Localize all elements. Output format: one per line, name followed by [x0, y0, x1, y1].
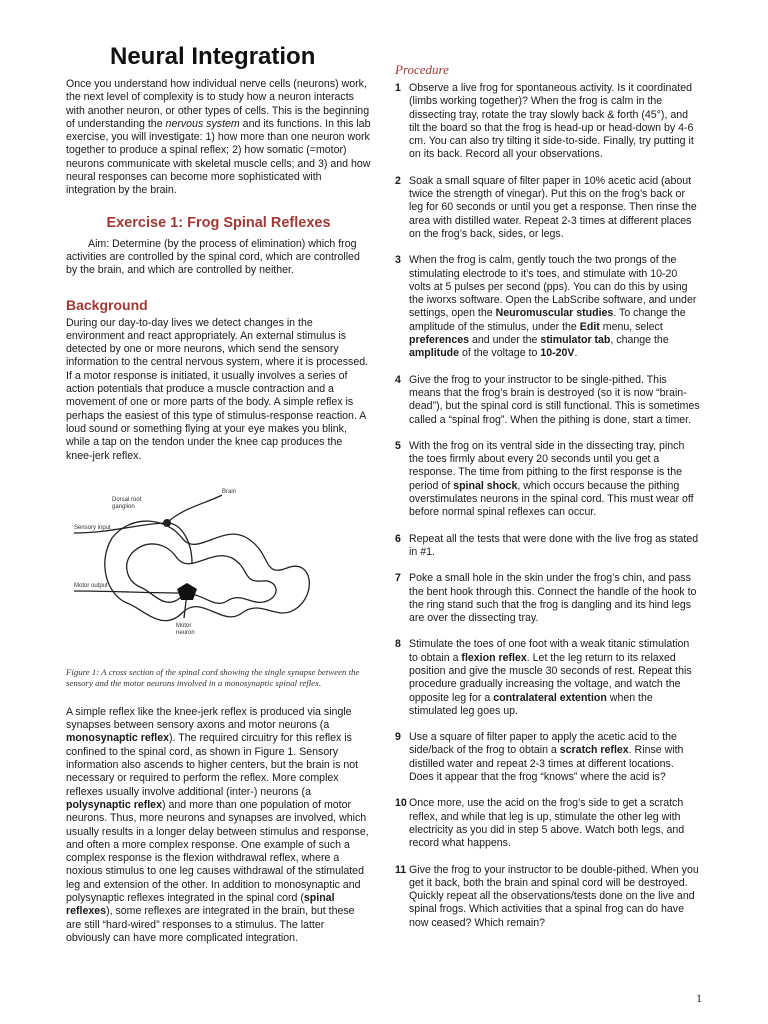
step-bold: amplitude	[409, 347, 460, 360]
background-paragraph: During our day-to-day lives we detect changes in the environment and react appropriately. An external stimulus is detected by one or more neurons, which send the sensory information to the central nervous system, where it is processed. If a motor response is initiated, it usually involves a series of action potentials that produce a muscle contraction and a movement of one or more parts of the body. A simple reflex is perhaps the easiest of this type of stimulus-response reaction. A loud sound or something flying at your eye makes you blink, while a tap on the tendon under the knee cap produces the knee-jerk reflex.	[66, 316, 369, 462]
step-number: 9	[395, 731, 401, 744]
motor-fiber	[74, 591, 187, 593]
step-text: , change the	[610, 334, 669, 347]
step-3	[395, 254, 701, 360]
step-text: Poke a small hole in the skin under the frog’s chin, and pass the bent hook through this. Connect the handle of the hook to the ring stand such that the frog is dangling and its hind legs are over the dissecting tray.	[409, 572, 697, 625]
step-bold: Neuromuscular studies	[495, 307, 614, 320]
step-4	[395, 374, 701, 427]
simple-reflex-text-c: ). The required circuitry for this reflex is confined to the spinal cord, as shown in Figure 1. Sensory information also ascends to higher centers, but the brain is not necessary or required to perform the reflex. More complex reflexes usually involve additional (inter-) neurons (a	[66, 732, 359, 798]
spinal-cord-figure	[72, 483, 322, 653]
step-bold: scratch reflex	[559, 744, 629, 757]
left-column	[66, 42, 371, 945]
simple-reflex-text-e: ) and more than one population of motor neurons. Thus, more neurons and synapses are involved, which usually results in a longer delay between stimulus and response, and often a more complex response. One example of such a complex response is the flexion withdrawal reflex, where a noxious stimulus to one leg causes withdrawal of the stimulated leg and extension of the other. In addition to monosynaptic and polysynaptic reflexes integrated in the spinal cord (	[66, 798, 369, 904]
step-number: 2	[395, 174, 401, 187]
step-9	[395, 731, 701, 784]
step-text: . Let the leg return to its relaxed position and give the muscle 30 seconds of rest. Repeat this procedure gradually increasing the voltage, and watch the opposite leg for a	[409, 651, 692, 704]
step-number: 3	[395, 254, 401, 267]
step-bold: Edit	[579, 320, 600, 333]
figure-caption: Figure 1: A cross section of the spinal cord showing the single synapse between the sensory and the motor neurons involved in a monosynaptic spinal reflex.	[66, 666, 360, 689]
step-bold: preferences	[409, 334, 470, 347]
step-text: Repeat all the tests that were done with the live frog as stated in #1.	[409, 532, 699, 558]
step-5	[395, 440, 701, 520]
procedure-heading: Procedure	[395, 62, 449, 77]
gray-matter-outline	[127, 544, 276, 603]
spinal-cord-outline	[105, 521, 310, 621]
step-text: . To change the amplitude of the stimulus, under the	[409, 307, 686, 333]
aim-paragraph: Aim: Determine (by the process of elimination) which frog activities are controlled by the spinal cord, which are controlled by the brain, and which are controlled by neither.	[66, 237, 360, 277]
page-number: 1	[696, 991, 702, 1005]
simple-reflex-paragraph	[66, 706, 371, 945]
step-text: Observe a live frog for spontaneous activity. Is it coordinated (limbs working together)? When the frog is calm in the dissecting tray, rotate the tray slowly back & forth (45°), and tilt the board so that the frog is head-up or head-down by 4-6 cm. You can also try tilting it side-to-side. Finally, try putting it on its back. Record all your observations.	[409, 82, 694, 161]
step-text: Give the frog to your instructor to be single-pithed. This means that the frog’s brain is destroyed (so it is now “brain-dead”), but the spinal cord is still functional. This is sometimes called a “spinal frog”. When the pithing is done, start a timer.	[409, 373, 700, 426]
label-dorsal-root-ganglion: Dorsal root ganglion	[112, 496, 142, 510]
step-text: Stimulate the toes of one foot with a weak titanic stimulation to obtain a	[409, 638, 690, 664]
step-number: 7	[395, 572, 401, 585]
step-text: . Rinse with distilled water and repeat 2-3 times at different locations. Does it appear that the frog “knows” where the acid is?	[409, 744, 684, 784]
step-8	[395, 638, 701, 718]
intro-paragraph	[66, 78, 371, 198]
step-bold: 10-20V	[540, 347, 575, 360]
step-number: 10	[395, 797, 407, 810]
right-column	[395, 62, 701, 943]
step-text: and under the	[469, 334, 541, 347]
step-text: When the frog is calm, gently touch the two prongs of the stimulating electrode to it’s toes, and stimulate with 10-20 volts at 5 pulses per second (pps). You can do this by using the iworxs software. Open the LabScribe software, and under settings, open the	[409, 254, 697, 320]
step-number: 5	[395, 439, 401, 452]
label-motor-output: Motor output	[74, 582, 108, 589]
step-text: Use a square of filter paper to apply the acetic acid to the side/back of the frog to obtain a	[409, 731, 677, 757]
step-text: Soak a small square of filter paper in 10% acetic acid (about twice the strength of vinegar). Put this on the frog’s back or leg for 60 seconds or until you get a response. Then rinse the area with distilled water. Repeat 2-3 times at different places on the frog’s back, sides, or legs.	[409, 174, 697, 240]
step-11	[395, 864, 701, 930]
step-6	[395, 533, 701, 560]
step-text: .	[574, 347, 578, 360]
simple-reflex-text-a: A simple reflex like the knee-jerk reflex is produced via single synapses between sensory axons and motor neurons (a	[66, 705, 352, 732]
step-text: With the frog on its ventral side in the dissecting tray, pinch the toes firmly about every 20 seconds until you get a response. The time from pithing to the first response is the period of	[409, 439, 685, 492]
step-bold: stimulator tab	[540, 334, 611, 347]
step-text: when the stimulated leg goes up.	[409, 691, 653, 717]
ascending-fiber	[167, 495, 222, 523]
step-bold: spinal shock	[453, 479, 518, 492]
step-number: 1	[395, 82, 401, 94]
step-bold: contralateral extention	[493, 691, 607, 704]
term-polysynaptic: polysynaptic reflex	[66, 798, 162, 811]
intro-text-2: and its functions. In this lab exercise, you will investigate: 1) how more than one neuron work together to produce a spinal reflex; 2) how somatic (=motor) neurons communicate with skeletal muscle cells; and 3) and how neural responses can become more sophisticated with integration by the brain.	[66, 117, 371, 197]
intro-text-1: Once you understand how individual nerve cells (neurons) work, the next level of complexity is to study how a neuron interacts with another neuron, or other types of cells. This is the beginning of understanding the	[66, 78, 370, 130]
simple-reflex-text-g: ), some reflexes are integrated in the brain, but these are still “hard-wired” responses to a stimulus. The latter obviously can have more complicated integration.	[66, 905, 355, 944]
label-sensory-input: Sensory input	[74, 524, 111, 531]
step-2	[395, 175, 701, 241]
step-text: , which occurs because the pithing overstimulates neurons in the spinal cord. This must wear off before normal spinal reflexes can occur.	[409, 479, 694, 519]
step-number: 4	[395, 373, 401, 386]
background-heading: Background	[66, 296, 148, 313]
page-title: Neural Integration	[110, 43, 316, 70]
step-text: Give the frog to your instructor to be double-pithed. When you get it back, both the brain and spinal cord will be destroyed. Quickly repeat all the observations/tests done on the live and spinal frogs. Which activities that a spinal frog can do have now ceased? Which remain?	[409, 863, 699, 929]
step-text: Once more, use the acid on the frog’s side to get a scratch reflex, and while that leg is up, stimulate the other leg with electricity as you did in step 5 above. Watch both legs, and record what happens.	[409, 797, 685, 850]
term-spinal-reflexes: spinal reflexes	[66, 891, 335, 918]
step-bold: flexion reflex	[461, 651, 527, 664]
label-brain: Brain	[222, 488, 237, 495]
step-number: 8	[395, 638, 401, 651]
dorsal-root-ganglion-icon	[163, 519, 171, 527]
term-monosynaptic: monosynaptic reflex	[66, 732, 170, 745]
label-motor-neuron: Motor neuron	[176, 622, 195, 636]
step-text: menu, select	[599, 320, 663, 333]
step-number: 11	[395, 863, 407, 876]
step-7	[395, 572, 701, 625]
step-1	[395, 82, 701, 162]
step-10	[395, 797, 701, 850]
step-text: of the voltage to	[459, 347, 541, 360]
intro-emphasis: nervous system	[165, 117, 240, 130]
step-number: 6	[395, 532, 401, 545]
exercise-heading: Exercise 1: Frog Spinal Reflexes	[106, 214, 331, 231]
